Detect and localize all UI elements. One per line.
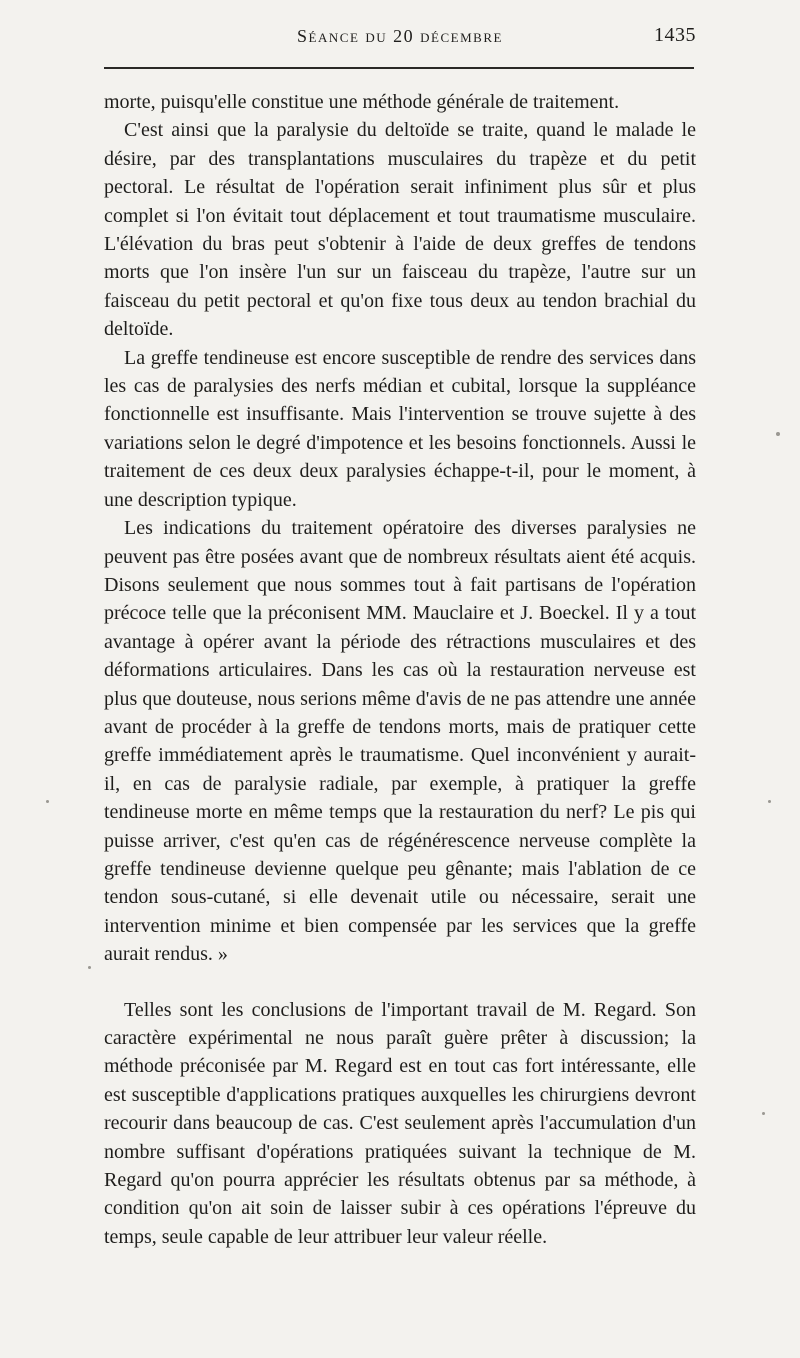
- paper-speck: [762, 1112, 765, 1115]
- paragraph-deltoid: C'est ainsi que la paralysie du deltoïde se traite, quand le malade le désire, par des transplantations musculaires du trapèze et du petit pectoral. Le résultat de l'opération serait infiniment plus sûr et plus complet si l'on évitait tout déplacement et tout traumatisme musculaire. L'élévation du bras peut s'obtenir à l'aide de deux greffes de tendons morts que l'on insère l'un sur un faisceau du trapèze, l'autre sur un faisceau du petit pectoral et qu'on fixe tous deux au tendon brachial du deltoïde.: [104, 119, 696, 341]
- page-number: 1435: [654, 24, 696, 46]
- paper-speck: [46, 800, 49, 803]
- paragraph-gap: [104, 969, 696, 996]
- body-text: [104, 88, 696, 1251]
- paper-speck: [768, 800, 771, 803]
- paragraph-indications: Les indications du traitement opératoire des diverses paralysies ne peuvent pas être posées avant que de nombreux résultats aient été acquis. Disons seulement que nous sommes tout à fait partisans de l'opération précoce telle que la préconisent MM. Mauclaire et J. Boeckel. Il y a tout avantage à opérer avant la période des rétractions musculaires et des déformations articulaires. Dans les cas où la restauration nerveuse est plus que douteuse, nous serions même d'avis de ne pas attendre une année avant de procéder à la greffe de tendons morts, mais de pratiquer cette greffe immédiatement après le traumatisme. Quel inconvénient y aurait-il, en cas de paralysie radiale, par exemple, à pratiquer la greffe tendineuse morte en même temps que la restauration du nerf? Le pis qui puisse arriver, c'est qu'en cas de régénérescence nerveuse complète la greffe tendineuse devienne quelque peu gênante; mais l'ablation de ce tendon sous-cutané, si elle devenait utile ou nécessaire, serait une intervention minime et bien compensée par les services que la greffe aurait rendus. »: [104, 517, 696, 966]
- paragraph-conclusions: Telles sont les conclusions de l'important travail de M. Regard. Son caractère expérimental ne nous paraît guère prêter à discussion; la méthode préconisée par M. Regard est en tout cas fort intéressante, elle est susceptible d'applications pratiques auxquelles les chirurgiens devront recourir dans beaucoup de cas. C'est seulement après l'accumulation d'un nombre suffisant d'opérations pratiquées suivant la technique de M. Regard qu'on pourra apprécier les résultats obtenus par sa méthode, à condition qu'on ait soin de laisser subir à ces opérations l'épreuve du temps, seule capable de leur attribuer leur valeur réelle.: [104, 998, 696, 1248]
- paragraph-median-cubital: La greffe tendineuse est encore susceptible de rendre des services dans les cas de paralysies des nerfs médian et cubital, lorsque la suppléance fonctionnelle est insuffisante. Mais l'intervention se trouve sujette à des variations selon le degré d'impotence et les besoins fonctionnels. Aussi le traitement de ces deux deux paralysies échappe-t-il, pour le moment, à une description typique.: [104, 346, 696, 511]
- paragraph-continuation: morte, puisqu'elle constitue une méthode générale de traitement.: [104, 91, 620, 113]
- paper-speck: [88, 966, 91, 969]
- running-title: Séance du 20 décembre: [297, 26, 503, 46]
- header-rule: [104, 67, 694, 69]
- running-head: [104, 22, 696, 52]
- paper-speck: [776, 432, 780, 436]
